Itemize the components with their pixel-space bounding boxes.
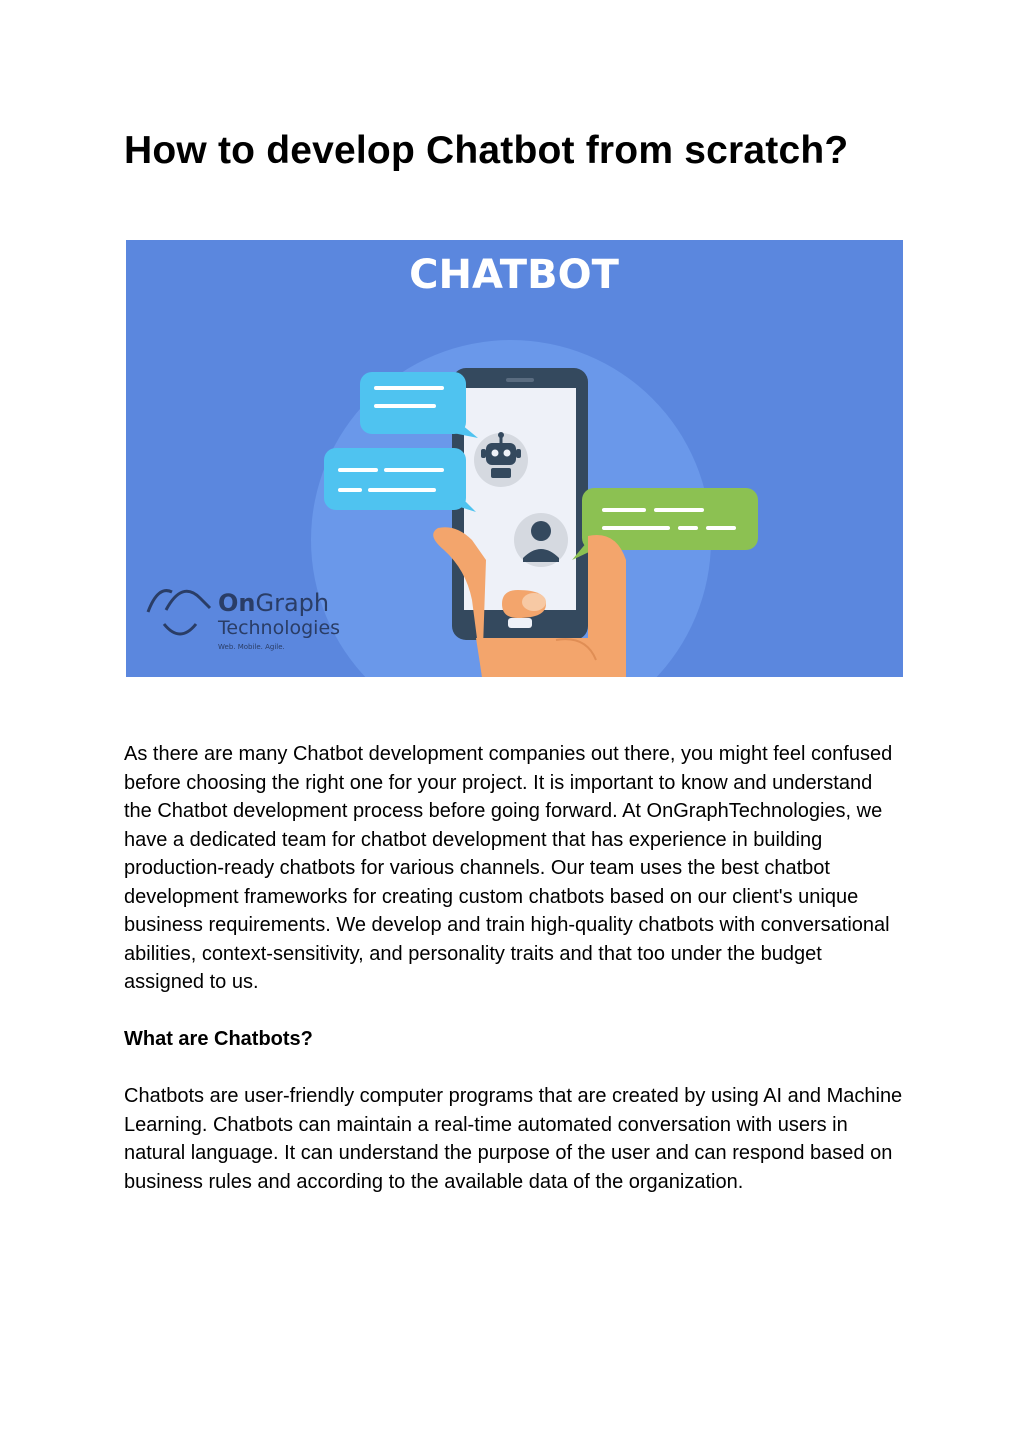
section-heading: What are Chatbots?	[124, 1028, 313, 1050]
logo-line2: Technologies	[218, 617, 341, 639]
logo-tagline: Web. Mobile. Agile.	[218, 643, 285, 651]
chat-bubble-blue-middle	[324, 448, 476, 512]
user-avatar-icon	[514, 513, 568, 567]
intro-paragraph: As there are many Chatbot development companies out there, you might feel confused before choosing the right one for your project. It is important to know and understand the Chatbot development process before going forward. At OnGraphTechnologies, we have a dedicated team for chatbot development that has experience in building production-ready chatbots for various channels. Our team uses the best chatbot development frameworks for creating custom chatbots based on our client's unique business requirements. We develop and train high-quality chatbots with conversational abilities, context-sensitivity, and personality traits and that too under the budget assigned to us.	[124, 743, 893, 993]
chat-bubble-blue-top	[360, 372, 478, 438]
svg-text:OnGraph	[218, 589, 329, 617]
logo-word-bold: On	[218, 589, 256, 617]
hero-image	[126, 240, 903, 677]
section-paragraph: Chatbots are user-friendly computer programs that are created by using AI and Machine Learning. Chatbots can maintain a real-time automated conversation with users in natural language. It can understand the purpose of the user and can respond based on business rules and according to the available data of the organization.	[124, 1085, 903, 1193]
hero-heading: CHATBOT	[409, 252, 619, 298]
page-title: How to develop Chatbot from scratch?	[124, 129, 849, 172]
logo-word-regular: Graph	[255, 589, 330, 617]
